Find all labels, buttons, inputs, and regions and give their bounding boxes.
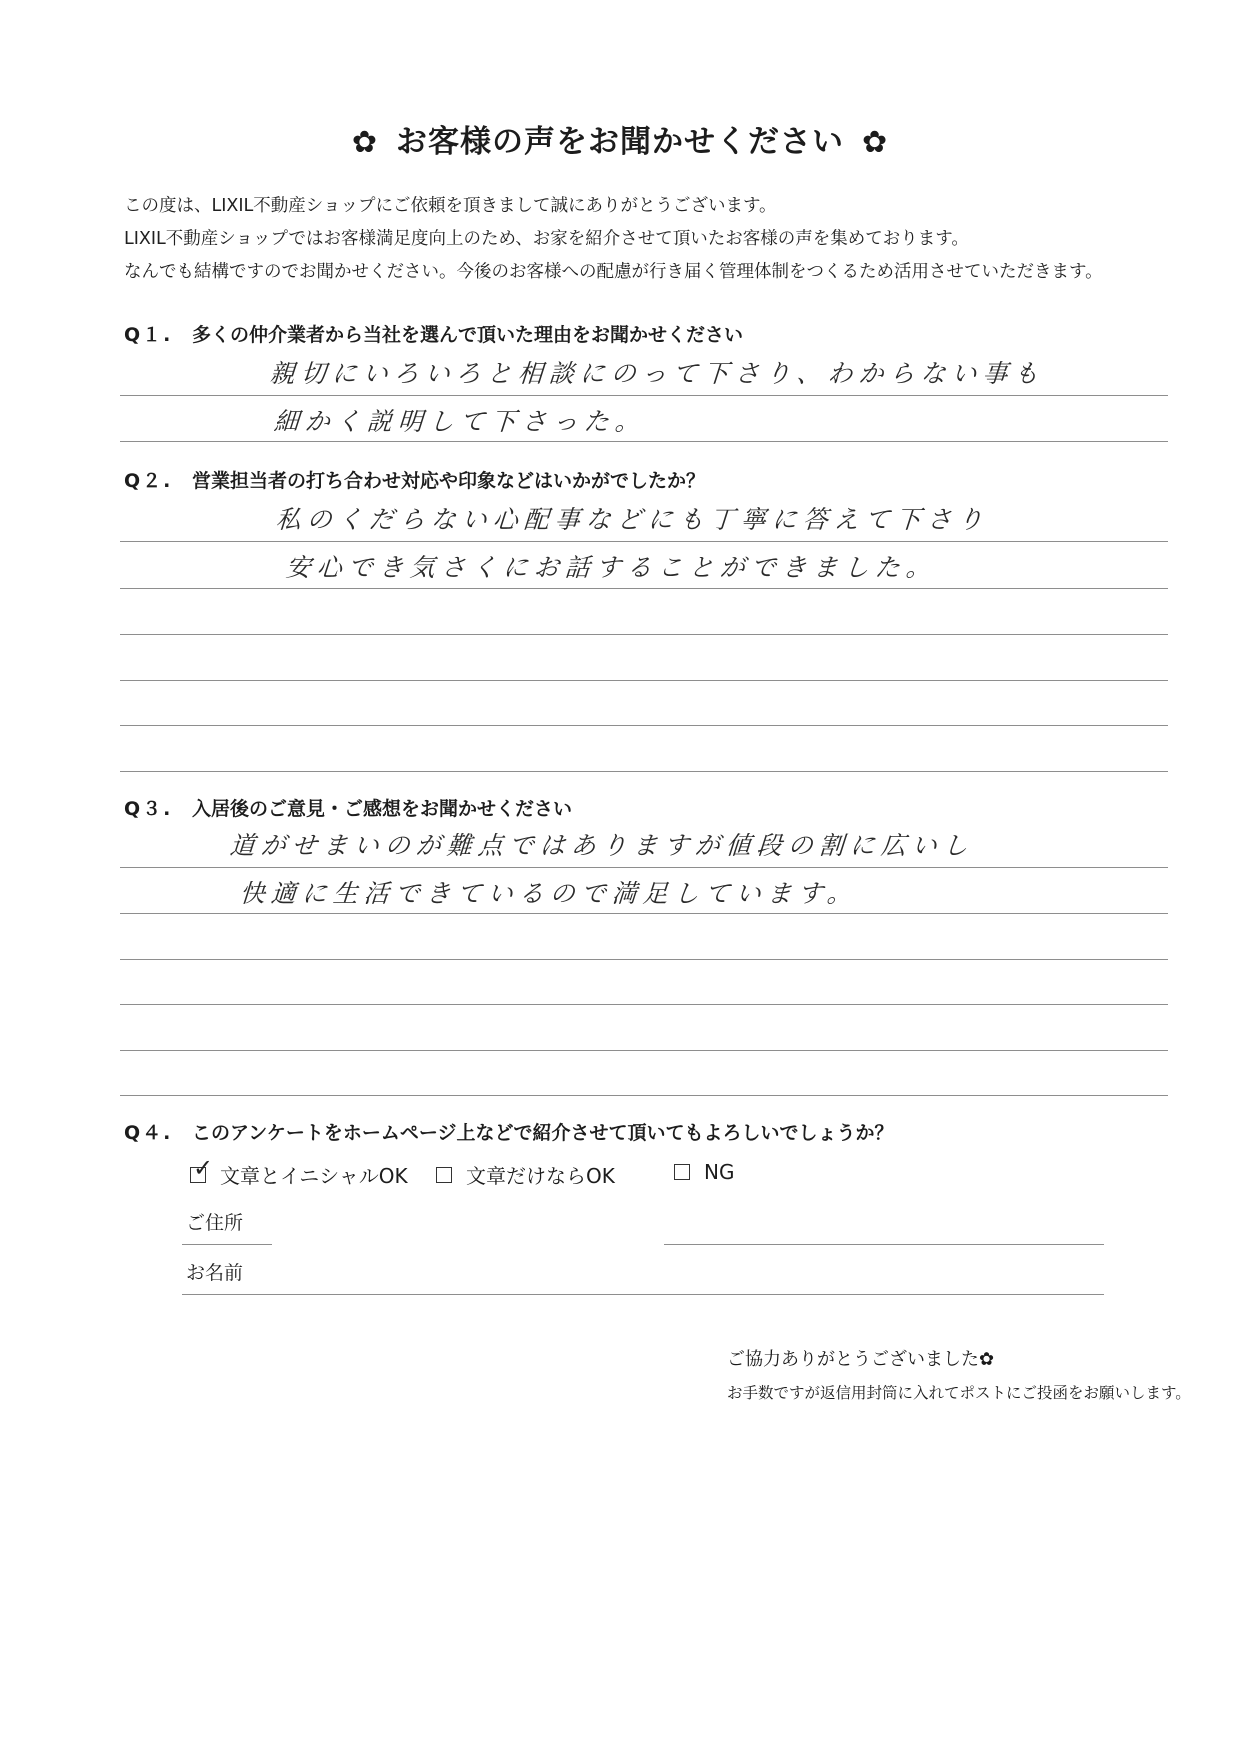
- option-label: 文章とイニシャルOK: [220, 1164, 408, 1188]
- answer-line: 道がせまいのが難点ではありますが値段の割に広いし: [228, 831, 975, 860]
- ruled-line: [120, 867, 1168, 868]
- page-title-text: お客様の声をお聞かせください: [396, 124, 844, 160]
- option-label: 文章だけならOK: [466, 1164, 615, 1188]
- ruled-line: [120, 725, 1168, 726]
- answer-line: 安心でき気さくにお話することができました。: [284, 553, 938, 582]
- checkbox-unchecked[interactable]: [674, 1164, 690, 1180]
- question-number: Q２.: [124, 470, 173, 492]
- ruled-line: [120, 441, 1168, 442]
- address-label: ご住所: [186, 1212, 244, 1234]
- ruled-line: [120, 1004, 1168, 1005]
- intro-line: この度は、LIXIL不動産ショップにご依頼を頂きまして誠にありがとうございます。: [124, 196, 777, 216]
- question-4: [124, 1118, 893, 1145]
- question-text: このアンケートをホームページ上などで紹介させて頂いてもよろしいでしょうか？: [192, 1122, 894, 1144]
- question-2: [124, 466, 705, 493]
- thanks-text: ご協力ありがとうございました: [727, 1349, 979, 1370]
- ruled-line: [120, 395, 1168, 396]
- thanks-message: [727, 1345, 994, 1371]
- name-field[interactable]: [182, 1294, 1104, 1295]
- address-underline-left: [182, 1244, 272, 1245]
- flower-icon: ✿: [979, 1349, 995, 1370]
- ruled-line: [120, 588, 1168, 589]
- option-label: NG: [704, 1160, 735, 1184]
- question-text: 入居後のご意見・ご感想をお聞かせください: [192, 798, 573, 820]
- question-text: 営業担当者の打ち合わせ対応や印象などはいかがでしたか？: [192, 470, 706, 492]
- checkbox-checked[interactable]: [190, 1153, 214, 1183]
- address-field[interactable]: [664, 1244, 1104, 1245]
- ruled-line: [120, 1095, 1168, 1096]
- answer-line: 細かく説明して下さった。: [272, 407, 647, 436]
- return-note: お手数ですが返信用封筒に入れてポストにご投函をお願いします。: [727, 1384, 1191, 1402]
- checkbox-unchecked[interactable]: [436, 1167, 452, 1183]
- ruled-line: [120, 634, 1168, 635]
- answer-line: 親切にいろいろと相談にのって下さり、わからない事も: [268, 359, 1046, 388]
- answer-line: 私のくだらない心配事などにも丁寧に答えて下さり: [274, 505, 990, 534]
- ruled-line: [120, 913, 1168, 914]
- intro-text: [124, 190, 1103, 289]
- ruled-line: [120, 959, 1168, 960]
- checkmark-icon: ✓: [193, 1153, 214, 1182]
- ruled-line: [120, 1050, 1168, 1051]
- ruled-line: [120, 541, 1168, 542]
- intro-line: なんでも結構ですのでお聞かせください。今後のお客様への配慮が行き届く管理体制をつくるため活用させていただきます。: [124, 262, 1103, 282]
- question-number: Q４.: [124, 1122, 173, 1144]
- ruled-line: [120, 771, 1168, 772]
- flower-icon: ✿: [351, 125, 378, 160]
- option-text-and-initials[interactable]: [190, 1153, 408, 1189]
- question-text: 多くの仲介業者から当社を選んで頂いた理由をお聞かせください: [192, 324, 744, 346]
- question-number: Q３.: [124, 798, 173, 820]
- flower-icon: ✿: [862, 125, 889, 160]
- option-ng[interactable]: [674, 1160, 734, 1184]
- question-1: [124, 320, 743, 347]
- name-label: お名前: [186, 1262, 244, 1284]
- answer-line: 快適に生活できているので満足しています。: [238, 879, 859, 908]
- option-text-only[interactable]: [436, 1160, 615, 1189]
- ruled-line: [120, 680, 1168, 681]
- question-number: Q１.: [124, 324, 173, 346]
- intro-line: LIXIL不動産ショップではお客様満足度向上のため、お家を紹介させて頂いたお客様の声を集めております。: [124, 229, 969, 249]
- question-3: [124, 794, 572, 821]
- page-title: [0, 116, 1240, 161]
